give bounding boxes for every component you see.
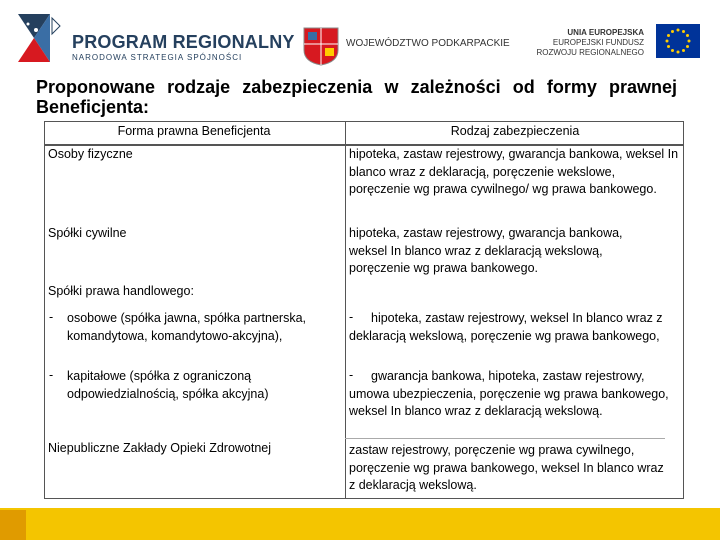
list-dash: -: [349, 368, 354, 382]
table-cell-form: Spółki prawa handlowego:: [48, 284, 194, 298]
table-cell-security: zastaw rejestrowy, poręczenie wg prawa cywilnego, poręczenie wg prawa bankowego, weksel In blanco wraz z deklaracją wekslową.: [349, 443, 664, 492]
list-dash: -: [349, 310, 354, 324]
table-cell-security: hipoteka, zastaw rejestrowy, gwarancja bankowa, weksel In blanco wraz z deklaracją, poręczenie wekslowe, poręczenie wg prawa cywilnego/ wg prawa bankowego.: [349, 147, 679, 196]
table-row-divider: [345, 438, 665, 439]
footer-accent: [0, 510, 26, 540]
footer-bar: [0, 508, 720, 540]
list-dash: -: [49, 310, 54, 324]
table-cell-security: hipoteka, zastaw rejestrowy, weksel In blanco wraz z deklaracją wekslową, poręczenie wg prawa bankowego,: [349, 311, 663, 343]
table-cell-security: gwarancja bankowa, hipoteka, zastaw rejestrowy, umowa ubezpieczenia, poręczenie wg prawa bankowego, weksel In blanco wraz z deklaracją wekslową.: [349, 369, 669, 418]
table-cell-form: Osoby fizyczne: [48, 147, 133, 161]
program-subtitle: NARODOWA STRATEGIA SPÓJNOŚCI: [72, 53, 243, 62]
eu-line-2: EUROPEJSKI FUNDUSZ: [552, 38, 644, 47]
eu-line-3: ROZWOJU REGIONALNEGO: [536, 48, 644, 57]
table-cell-form: osobowe (spółka jawna, spółka partnerska, komandytowa, komandytowo-akcyjna),: [67, 311, 307, 343]
program-regionalny-logo-icon: [14, 10, 74, 68]
table-cell-form: Spółki cywilne: [48, 226, 127, 240]
eu-flag-icon: [656, 24, 700, 58]
coat-of-arms-icon: [302, 26, 340, 66]
list-dash: -: [49, 368, 54, 382]
table-header-security: Rodzaj zabezpieczenia: [450, 124, 580, 138]
program-title: PROGRAM REGIONALNY: [72, 32, 295, 52]
eu-line-1: UNIA EUROPEJSKA: [567, 28, 644, 37]
voivodeship-label: WOJEWÓDZTWO PODKARPACKIE: [346, 38, 510, 49]
table-cell-form: Niepubliczne Zakłady Opieki Zdrowotnej: [48, 441, 272, 455]
table-cell-security: hipoteka, zastaw rejestrowy, gwarancja bankowa, weksel In blanco wraz z deklaracją wekslową, poręczenie wg prawa bankowego.: [349, 226, 623, 275]
table-header-form: Forma prawna Beneficjenta: [117, 124, 271, 138]
eu-fund-label: [536, 28, 644, 58]
page-title: Proponowane rodzaje zabezpieczenia w zależności od formy prawnej Beneficjenta:: [36, 77, 677, 117]
header-logos: [0, 0, 720, 72]
table-cell-form: kapitałowe (spółka z ograniczoną odpowiedzialnością, spółka akcyjna): [67, 369, 269, 401]
